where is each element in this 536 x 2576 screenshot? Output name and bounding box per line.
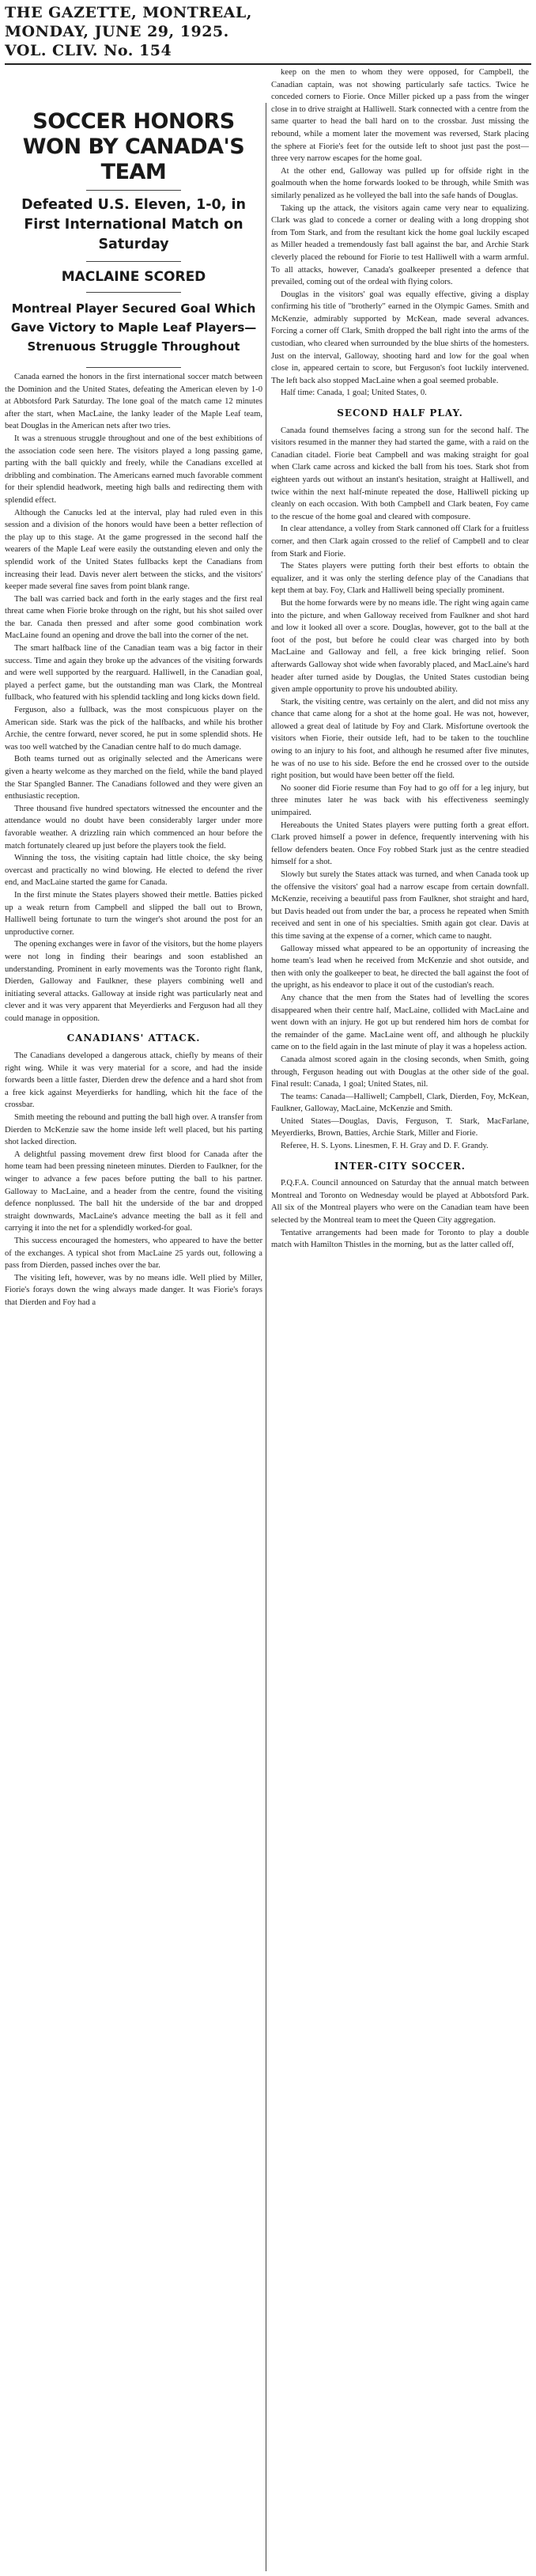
paragraph: Taking up the attack, the visitors again came very near to equalizing. Clark was glad to concede a corner or dealing with a long dropping shot from Tom Stark, and from the resultant kick the home goal luckily escaped as Miller headed a tremendously fast ball against the bar, and Archie Stark cleverly placed the rebound for Fiorie to test Halliwell with a warm armful. To all attacks, however, Canada's goalkeeper presented a defence that prevailed, coming out of the ordeal with flying colors.	[271, 203, 529, 287]
paragraph: Canada earned the honors in the first international soccer match between the Dominion and the United States, defeating the American eleven by 1-0 at Abbotsford Park Saturday. The lone goal of the match came 12 minutes after the start, when MacLaine, the lanky leader of the Maple Leaf team, beat Douglas in the American nets after two tries.	[5, 373, 262, 431]
subhead-inter-city: INTER-CITY SOCCER.	[334, 1160, 466, 1172]
paragraph: But the home forwards were by no means idle. The right wing again came into the picture, and when Galloway received from Faulkner and shot hard and low it looked all over a score. Douglas, however, got to the ball at the foot of the post, but before he could clear was charged into by both MacLaine and Galloway and fell, a free kick bringing relief. Soon afterwards Galloway shot wide when favorably placed, and MacLaine's hard header after turned aside by Douglas, the United States custodian being given ample opportunity to prove his undoubted ability.	[271, 598, 529, 695]
right-column	[271, 66, 529, 1252]
divider	[86, 261, 181, 262]
divider	[86, 292, 181, 293]
paragraph: Galloway missed what appeared to be an opportunity of increasing the home team's lead when he received from McKenzie and shot outside, and then with only the goalkeeper to beat, he directed the ball against the foot of the upright, as his endeavor to place it out of the custodian's reach.	[271, 944, 529, 991]
paragraph: In clear attendance, a volley from Stark cannoned off Clark for a fruitless corner, and then Clark again crossed to the relief of Campbell and to clear from Stark and Fiorie.	[271, 525, 529, 559]
paragraph: United States—Douglas, Davis, Ferguson, T. Stark, MacFarlane, Meyerdierks, Brown, Batties, Archie Stark, Miller and Fiorie.	[271, 1116, 529, 1138]
paragraph: P.Q.F.A. Council announced on Saturday that the annual match between Montreal and Toronto on Wednesday would be played at Abbotsford Park. All six of the Montreal players who were on the Canadian team have been selected by the Montreal team to meet the Queen City aggregation.	[271, 1179, 529, 1225]
paragraph: This success encouraged the homesters, who appeared to have the better of the exchanges. A typical shot from MacLaine 25 yards out, following a pass from Dierden, passed inches over the bar.	[5, 1236, 262, 1271]
deck-secondary: MACLAINE SCORED	[61, 269, 206, 285]
paragraph: Winning the toss, the visiting captain had little choice, the sky being overcast and practically no wind blowing. He elected to defend the river end, and MacLaine started the game for Canada.	[5, 854, 262, 888]
paragraph: The smart halfback line of the Canadian team was a big factor in their success. Time and again they broke up the advances of the visiting forwards and were well supported by the rearguard. Halliwell, in the Canadian goal, played a perfect game, but the outstanding man was Clark, the Montreal fullback, who featured with his splendid tackling and long kicks down field.	[5, 644, 262, 703]
paragraph: Douglas in the visitors' goal was equally effective, giving a display confirming his title of "brotherly" earned in the Olympic Games. Smith and McKenzie, admirably supported by McKean, made several advances. Forcing a corner off Clark, Smith dropped the ball right into the arms of the custodian, who cleared when surrounded by the blue shirts of the homesters. Just on the interval, Galloway, shooting hard and low for the goal when close in, appeared certain to score, but Ferguson's foot luckily intervened. The left back also stopped MacLaine when a goal seemed probable.	[271, 290, 529, 385]
paragraph: At the other end, Galloway was pulled up for offside right in the goalmouth when the home forwards looked to be through, while Smith was similarly penalized as he volleyed the ball into the safe hands of Douglas.	[271, 166, 529, 200]
subhead-second-half: SECOND HALF PLAY.	[337, 407, 463, 419]
paragraph: The States players were putting forth their best efforts to obtain the equalizer, and it was only the sterling defence play of the Canadians that kept them at bay. Foy, Clark and Halliwell being specially prominent.	[271, 562, 529, 596]
paragraph: Referee, H. S. Lyons. Linesmen, F. H. Gray and D. F. Grandy.	[281, 1142, 489, 1151]
paragraph: Smith meeting the rebound and putting the ball high over. A transfer from Dierden to McKenzie saw the home inside left well placed, but his parting shot lacked direction.	[5, 1113, 262, 1147]
paragraph: No sooner did Fiorie resume than Foy had to go off for a leg injury, but three minutes later he was back with his effectiveness seemingly unimpaired.	[271, 783, 529, 818]
subhead-canadians-attack: CANADIANS' ATTACK.	[66, 1032, 201, 1044]
paragraph: Hereabouts the United States players were putting forth a great effort. Clark proved himself a power in defence, frequently intervening with his fellow defenders beaten. Once Foy robbed Stark just as the centre steadied himself for a shot.	[271, 820, 529, 867]
article-body-right	[271, 66, 529, 400]
paragraph: Half time: Canada, 1 goal; United States, 0.	[281, 388, 427, 398]
paragraph: The visiting left, however, was by no means idle. Well plied by Miller, Fiorie's forays down the wing always made danger. It was Fiorie's forays that Dierden and Foy had a	[5, 1273, 262, 1307]
deck-primary: Defeated U.S. Eleven, 1-0, in First International Match on Saturday	[21, 197, 246, 252]
article-body-right-continued	[271, 425, 529, 1153]
issue-date: MONDAY, JUNE 29, 1925.	[5, 23, 229, 40]
paragraph: Both teams turned out as originally selected and the Americans were given a hearty welcome as they marched on the field, while the band played the Star Spangled Banner. The Canadians followed and they were given an enthusiastic reception.	[5, 755, 262, 801]
divider	[86, 367, 181, 368]
paragraph: Tentative arrangements had been made for Toronto to play a double match with Hamilton Thistles in the morning, but as the latter called off,	[271, 1228, 529, 1250]
headline: SOCCER HONORS WON BY CANADA'S TEAM	[22, 109, 245, 184]
paragraph: Although the Canucks led at the interval, play had ruled even in this session and a division of the honors would have been a better reflection of the play up to this stage. At the game progressed in the second half the wearers of the Maple Leaf were easily the outstanding eleven and only the splendid work of the United States fullbacks kept the Canadians from increasing their lead. Davis never alert between the sticks, and the visitors' keeper made several fine saves from point blank range.	[5, 508, 262, 592]
masthead	[5, 3, 527, 60]
paragraph: keep on the men to whom they were opposed, for Campbell, the Canadian captain, was not showing particularly safe tactics. Twice he conceded corners to Fiorie. Once Miller picked up a pass from the winger close in to drive straight at Halliwell. Stark connected with a centre from the same quarter to head the ball hard on to the crossbar. Just missing the rebound, while a moment later the movement was reversed, Stark placing the sphere at Fiorie's feet for the outside left to shoot just past the post—three very narrow escapes for the home goal.	[271, 68, 529, 164]
paragraph: Slowly but surely the States attack was turned, and when Canada took up the offensive the visitors' goal had a narrow escape from certain downfall. McKenzie, receiving a beautiful pass from Faulkner, shot straight and hard, but Davis headed out from under the bar, a process he repeated when Smith received and sent in one of his specialties. Smith again got clear. Davis at this time saving at the expense of a corner, which came to naught.	[271, 870, 529, 941]
paragraph: Canada found themselves facing a strong sun for the second half. The visitors resumed in the manner they had started the game, with a raid on the Canadian citadel. Fiorie beat Campbell and was making straight for goal when Clark came across and kicked the ball from his toes. Stark shot from eighteen yards out without an instant's hesitation, straight at Halliwell, and twice within the next half-minute repeated the dose, Halliwell picking up cleanly on each occasion. With both Campbell and Clark beaten, Foy came to the rescue of the home goal and cleared with composure.	[271, 426, 529, 521]
article-body-left-continued	[5, 1050, 262, 1309]
deck-tertiary: Montreal Player Secured Goal Which Gave Victory to Maple Leaf Players—Strenuous Struggle Throughout	[10, 301, 257, 354]
paragraph: It was a strenuous struggle throughout and one of the best exhibitions of the association code seen here. The visitors played a long passing game, parting with the ball quickly and freely, while the Canadians excelled at dribbling and combination. The Americans earned much favorable comment for their splendid headwork, meeting high balls and redirecting them with splendid effect.	[5, 434, 262, 505]
article-body-left	[5, 371, 262, 1025]
paragraph: Canada almost scored again in the closing seconds, when Smith, going through, Ferguson heading out with Douglas at the other side of the goal. Final result: Canada, 1 goal; United States, nil.	[271, 1055, 529, 1089]
paragraph: The ball was carried back and forth in the early stages and the first real threat came when Fiorie broke through on the right, but his shot sailed over the bar. Canada then pressed and after some good combination work MacLaine found an opening and drove the ball into the corner of the net.	[5, 594, 262, 641]
paragraph: The teams: Canada—Halliwell; Campbell, Clark, Dierden, Foy, McKean, Faulkner, Galloway, MacLaine, McKenzie and Smith.	[271, 1092, 529, 1114]
divider	[86, 190, 181, 191]
paragraph: Any chance that the men from the States had of levelling the scores disappeared when their centre half, MacLaine, collided with MacLaine and went down with an injury. He got up but rendered him hors de combat for the remainder of the game. MacLaine went off, and although he pluckily came on to the field again in the last minute of play it was a hopeless action.	[271, 993, 529, 1052]
paragraph: In the first minute the States players showed their mettle. Batties picked up a weak return from Campbell and slipped the ball out to Brown, Halliwell being fortunate to turn the winger's shot around the post for an unproductive corner.	[5, 890, 262, 937]
left-column	[5, 106, 262, 1309]
paragraph: A delightful passing movement drew first blood for Canada after the home team had been pressing nineteen minutes. Dierden to Faulkner, for the winger to advance a few paces before putting the ball to his partner. Galloway to MacLaine, and a header from the centre, found the visiting defence nonplussed. The ball hit the underside of the bar and dropped straight downwards, MacLaine's advance meeting the ball as it fell and carrying it into the net for a splendidly worked-for goal.	[5, 1150, 262, 1233]
paragraph: Ferguson, also a fullback, was the most conspicuous player on the American side. Stark was the pick of the halfbacks, and while his brother Archie, the centre forward, never scored, he put in some splendid shots. He was too well watched by the Canadian centre half to do much damage.	[5, 706, 262, 752]
article-body-intercity	[271, 1177, 529, 1252]
paragraph: Stark, the visiting centre, was certainly on the alert, and did not miss any chance that came along for a shot at the home goal. He was not, however, allowed a great deal of latitude by Foy and Clark. Misfortune overtook the visitors when Fiorie, their outside left, had to be taken to the touchline owing to an injury to his foot, and although he resumed after five minutes, he was of no use to his side. Before the end he crossed over to the outside right position, but would have been better off the field.	[271, 697, 529, 781]
volume-number: VOL. CLIV. No. 154	[5, 42, 172, 59]
paper-title: THE GAZETTE, MONTREAL,	[5, 4, 252, 21]
paragraph: The opening exchanges were in favor of the visitors, but the home players were not long in finding their bearings and soon established an understanding. Prominent in early movements was the Toronto right flank, Dierden, Galloway and Faulkner, these players combining well and initiating several attacks. Galloway at inside right was particularly neat and clever and it was very apparent that Meyerdierks and Ferguson had all they could manage in opposition.	[5, 940, 262, 1023]
paragraph: Three thousand five hundred spectators witnessed the encounter and the attendance would no doubt have been considerably larger under more favorable weather. A drizzling rain which commenced an hour before the match fortunately cleared up just before the players took the field.	[5, 804, 262, 850]
paragraph: The Canadians developed a dangerous attack, chiefly by means of their right wing. While it was very material for a score, and had the inside forwards been a little faster, Dierden drew the defence and a hard shot from a free kick against Meyerdierks for handling, which hit the face of the crossbar.	[5, 1051, 262, 1110]
masthead-rule	[5, 63, 531, 65]
